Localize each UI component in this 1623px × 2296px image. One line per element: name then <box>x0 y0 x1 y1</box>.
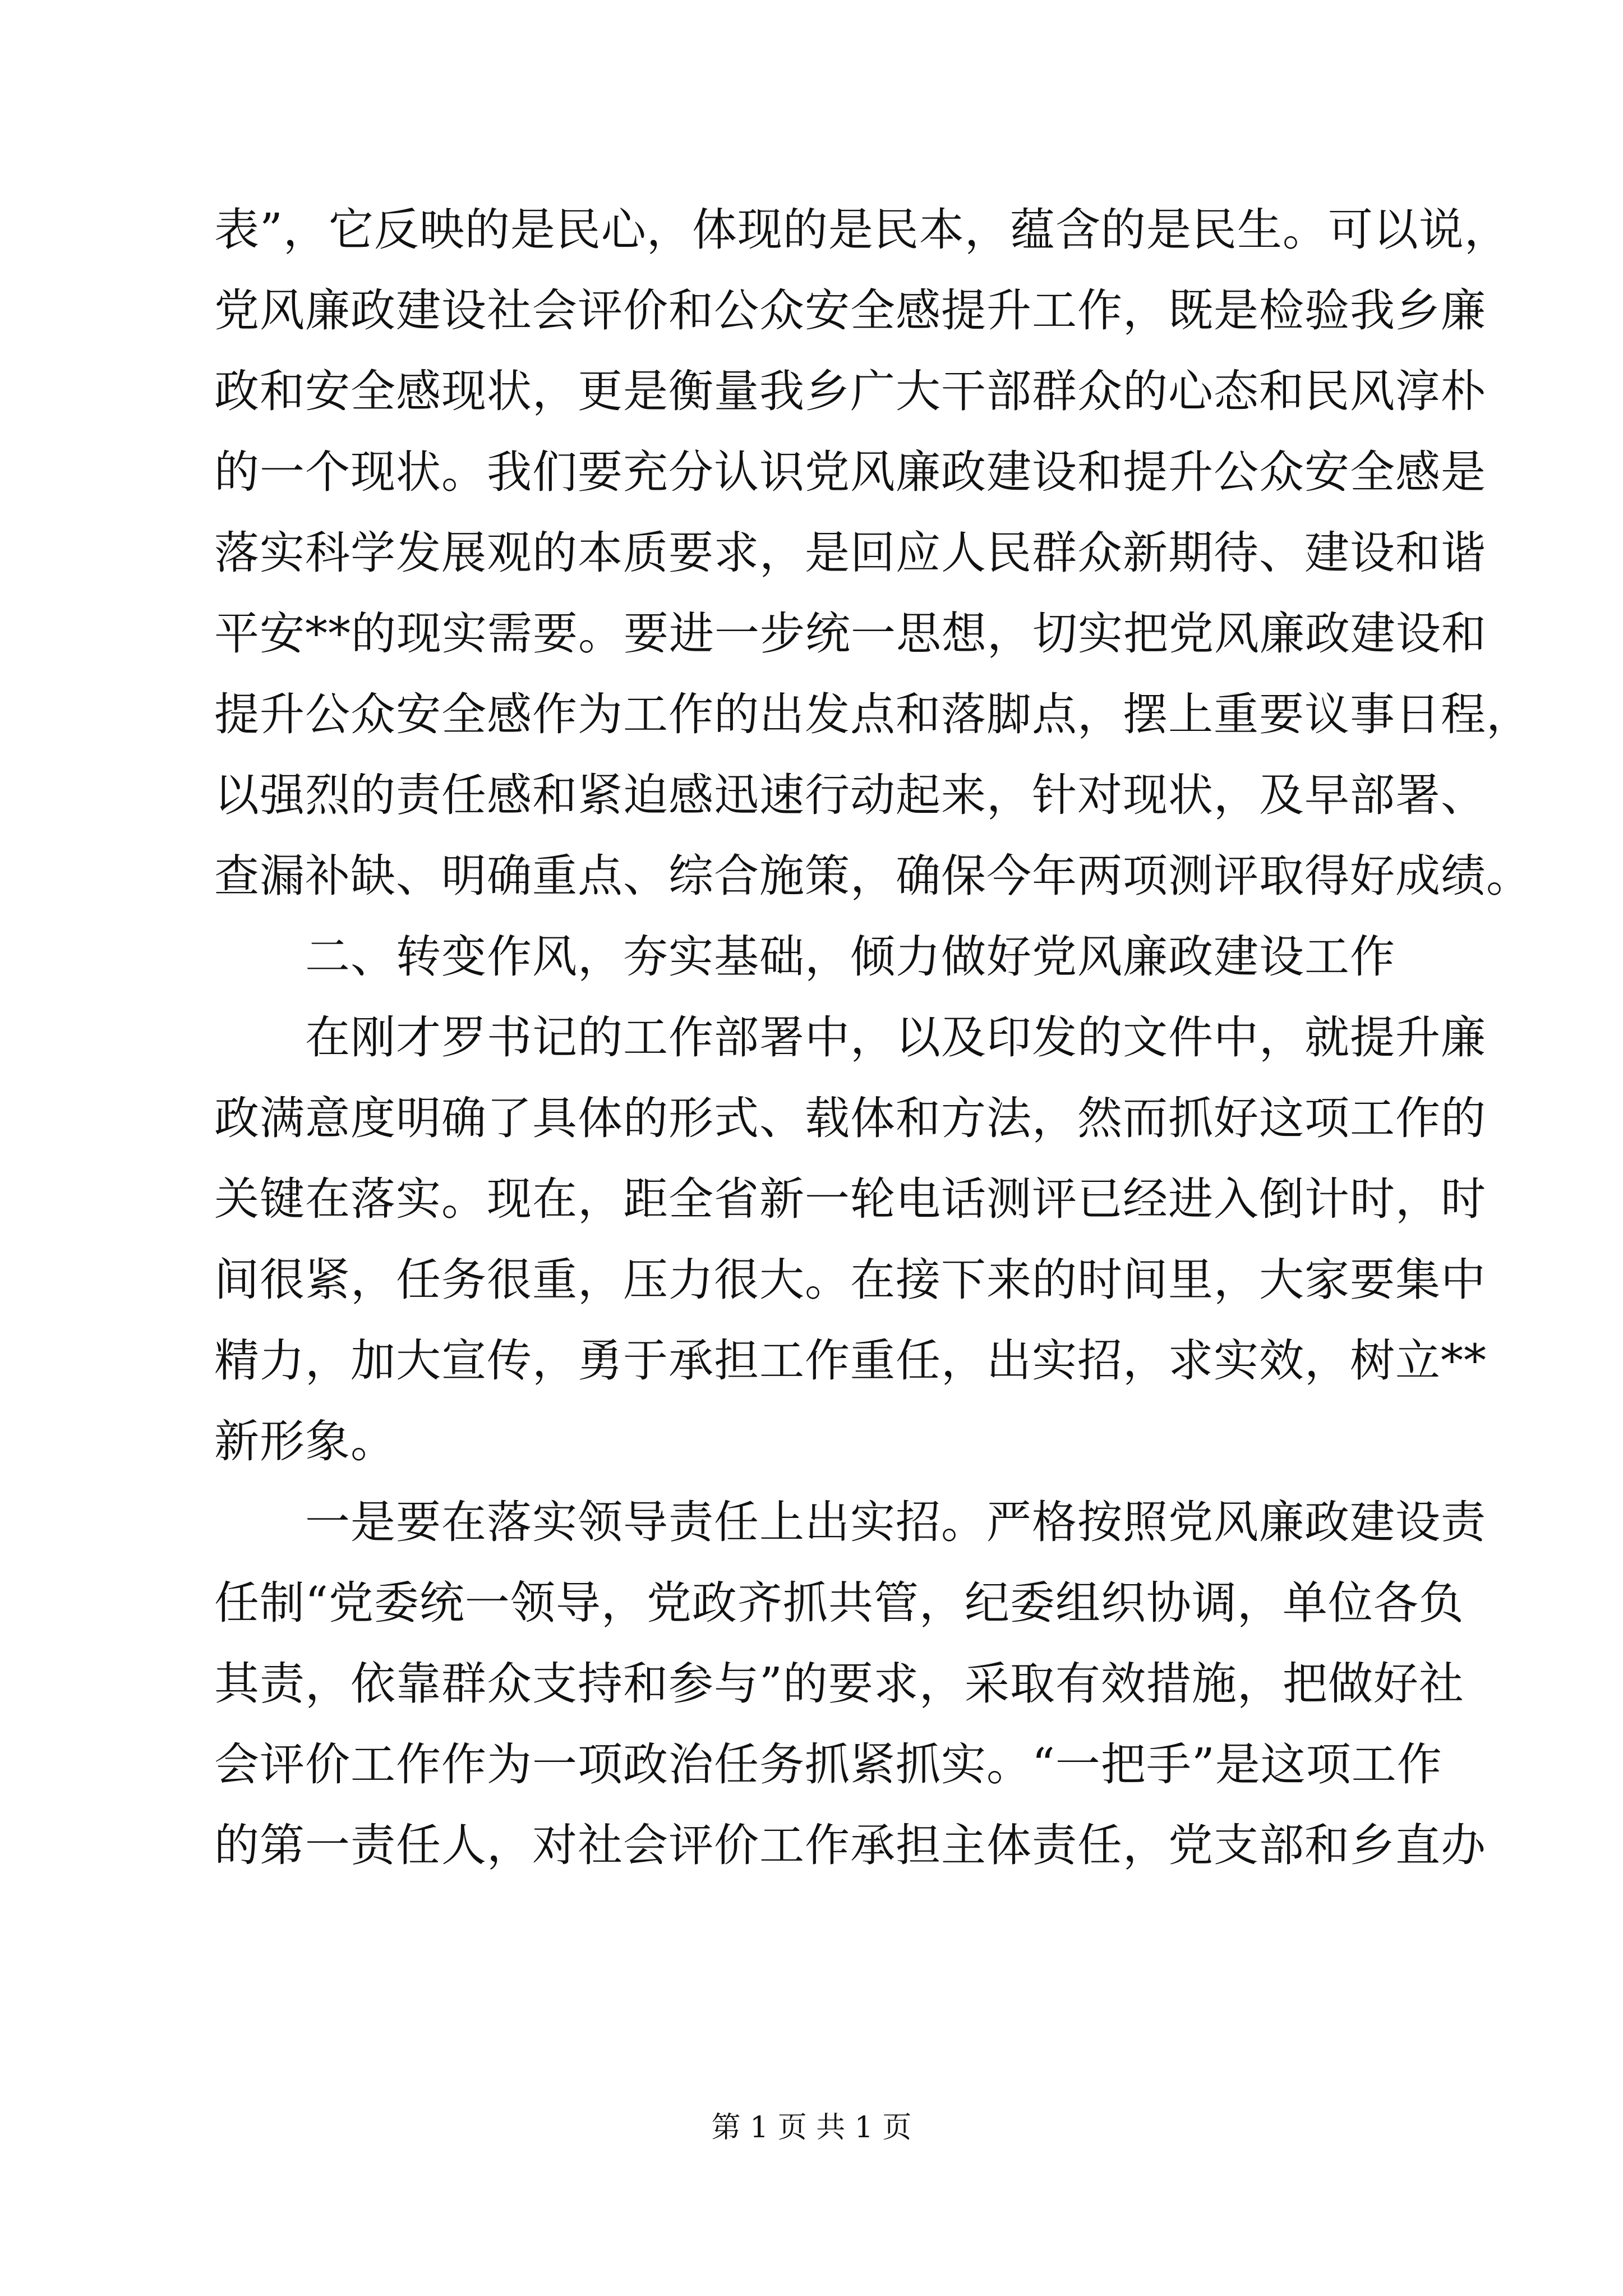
text-line: 新形象。 <box>214 1415 396 1467</box>
text-line: 精力，加大宣传，勇于承担工作重任，出实招，求实效，树立** <box>214 1335 1487 1387</box>
text-line: 以强烈的责任感和紧迫感迅速行动起来，针对现状，及早部署、 <box>214 769 1486 821</box>
text-line: 会评价工作作为一项政治任务抓紧抓实。“一把手”是这项工作 <box>214 1738 1442 1791</box>
text-line: 的一个现状。我们要充分认识党风廉政建设和提升公众安全感是 <box>214 446 1486 498</box>
page-number-footer: 第 1 页 共 1 页 <box>711 2111 912 2145</box>
text-line: 间很紧，任务很重，压力很大。在接下来的时间里，大家要集中 <box>214 1254 1486 1306</box>
text-line: 一是要在落实领导责任上出实招。严格按照党风廉政建设责 <box>214 1496 1486 1548</box>
text-line: 查漏补缺、明确重点、综合施策，确保今年两项测评取得好成绩。 <box>214 850 1532 902</box>
text-line: 落实科学发展观的本质要求，是回应人民群众新期待、建设和谐 <box>214 527 1486 579</box>
text-line: 的第一责任人，对社会评价工作承担主体责任，党支部和乡直办 <box>214 1819 1486 1871</box>
text-line: 平安**的现实需要。要进一步统一思想，切实把党风廉政建设和 <box>214 608 1487 660</box>
text-line: 党风廉政建设社会评价和公众安全感提升工作，既是检验我乡廉 <box>214 284 1486 337</box>
text-line: 其责，依靠群众支持和参与”的要求，采取有效措施，把做好社 <box>214 1658 1464 1710</box>
text-line: 政满意度明确了具体的形式、载体和方法，然而抓好这项工作的 <box>214 1092 1486 1144</box>
text-line: 提升公众安全感作为工作的出发点和落脚点，摆上重要议事日程， <box>214 688 1532 740</box>
text-line: 任制“党委统一领导，党政齐抓共管，纪委组织协调，单位各负 <box>214 1577 1464 1629</box>
text-line: 在刚才罗书记的工作部署中，以及印发的文件中，就提升廉 <box>214 1011 1486 1064</box>
text-line: 关键在落实。现在，距全省新一轮电话测评已经进入倒计时，时 <box>214 1173 1486 1225</box>
section-heading: 二、转变作风，夯实基础，倾力做好党风廉政建设工作 <box>214 931 1395 983</box>
text-line: 政和安全感现状，更是衡量我乡广大干部群众的心态和民风淳朴 <box>214 365 1486 417</box>
text-line: 表”，它反映的是民心，体现的是民本，蕴含的是民生。可以说， <box>214 204 1510 256</box>
